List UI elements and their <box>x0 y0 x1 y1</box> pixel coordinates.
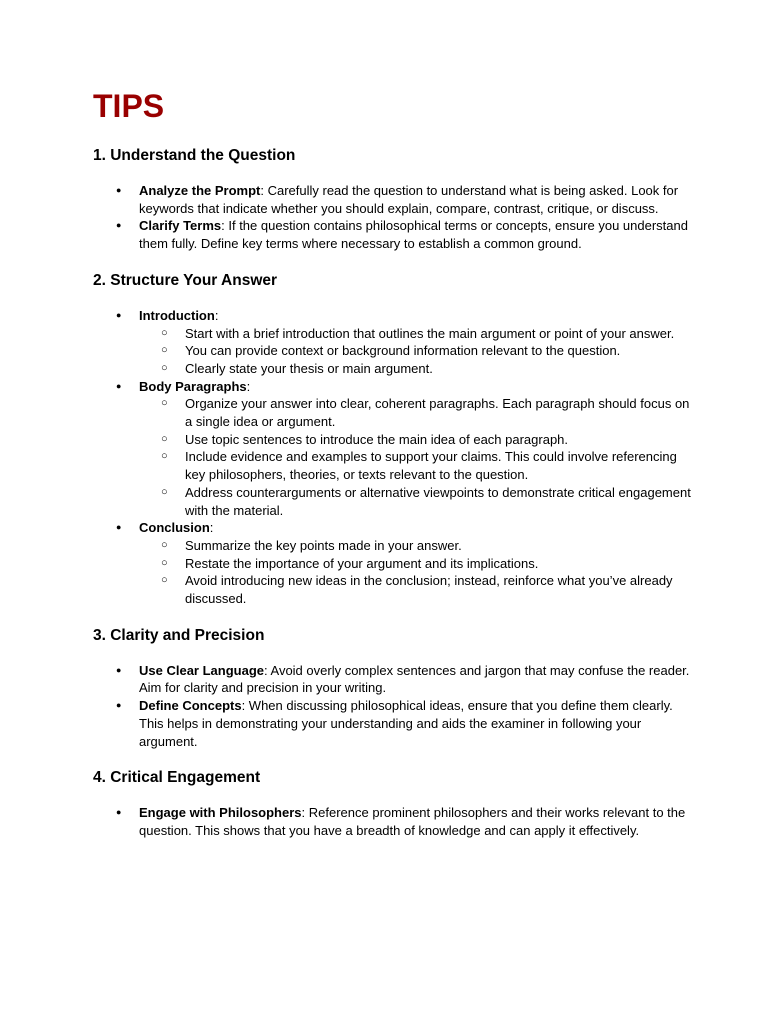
section-heading: 2. Structure Your Answer <box>93 271 278 289</box>
sub-list-item: ○ Restate the importance of your argument and its implications. <box>139 555 693 573</box>
section-heading: 4. Critical Engagement <box>93 769 261 787</box>
list-item <box>93 182 693 217</box>
item-text: : <box>246 378 251 394</box>
item-term: Introduction <box>139 307 215 323</box>
sub-list <box>139 395 693 519</box>
list-item <box>93 307 693 378</box>
sub-list <box>139 537 693 608</box>
list-item <box>93 697 693 750</box>
sub-list-item: ○ Start with a brief introduction that outlines the main argument or point of your answer. <box>139 325 693 343</box>
list-item <box>93 804 693 839</box>
sub-list <box>139 325 693 378</box>
sub-list-item: ○ You can provide context or background information relevant to the question. <box>139 342 693 360</box>
sub-list-item: ○ Organize your answer into clear, coherent paragraphs. Each paragraph should focus on a single idea or argument. <box>139 395 693 430</box>
sub-list-item: ○ Summarize the key points made in your answer. <box>139 537 693 555</box>
page-title: TIPS <box>93 88 165 124</box>
bullet-list <box>93 804 693 839</box>
sub-list-item: ○ Avoid introducing new ideas in the conclusion; instead, reinforce what you’ve already discussed. <box>139 572 693 607</box>
item-term: Clarify Terms <box>139 218 222 234</box>
sub-list-item: ○ Include evidence and examples to support your claims. This could involve referencing key philosophers, theories, or texts relevant to the question. <box>139 448 693 483</box>
document-body <box>93 146 693 840</box>
item-term: Body Paragraphs <box>139 378 247 394</box>
item-term: Analyze the Prompt <box>139 183 261 198</box>
bullet-list <box>93 182 693 253</box>
bullet-list <box>93 662 693 751</box>
item-text: : <box>209 520 214 536</box>
item-text: : When discussing philosophical ideas, ensure that you define them clearly. This helps in demonstrating your understanding and aids the examiner in following your argument. <box>139 698 673 749</box>
list-item <box>93 217 693 252</box>
sub-list-item: ○ Use topic sentences to introduce the main idea of each paragraph. <box>139 431 693 449</box>
sub-list-item: ○ Address counterarguments or alternative viewpoints to demonstrate critical engagement with the material. <box>139 484 693 519</box>
item-text: : If the question contains philosophical terms or concepts, ensure you understand them fully. Define key terms where necessary to establish a common ground. <box>139 218 688 252</box>
list-item <box>93 378 693 520</box>
section-heading: 3. Clarity and Precision <box>93 626 265 644</box>
list-item <box>93 519 693 608</box>
item-text: : <box>214 307 219 323</box>
item-text: : Reference prominent philosophers and their works relevant to the question. This shows that you have a breadth of knowledge and can apply it effectively. <box>139 805 686 838</box>
item-term: Engage with Philosophers <box>139 805 302 821</box>
bullet-list <box>93 307 693 608</box>
item-term: Use Clear Language <box>139 662 264 678</box>
section-heading: 1. Understand the Question <box>93 147 296 164</box>
item-text: : Avoid overly complex sentences and jargon that may confuse the reader. Aim for clarity and precision in your writing. <box>139 662 690 696</box>
item-term: Conclusion <box>139 520 210 536</box>
list-item <box>93 662 693 697</box>
item-term: Define Concepts <box>139 698 242 714</box>
item-text: : Carefully read the question to understand what is being asked. Look for keywords that indicate whether you should explain, compare, contrast, critique, or discuss. <box>139 183 679 216</box>
sub-list-item: ○ Clearly state your thesis or main argument. <box>139 360 693 378</box>
